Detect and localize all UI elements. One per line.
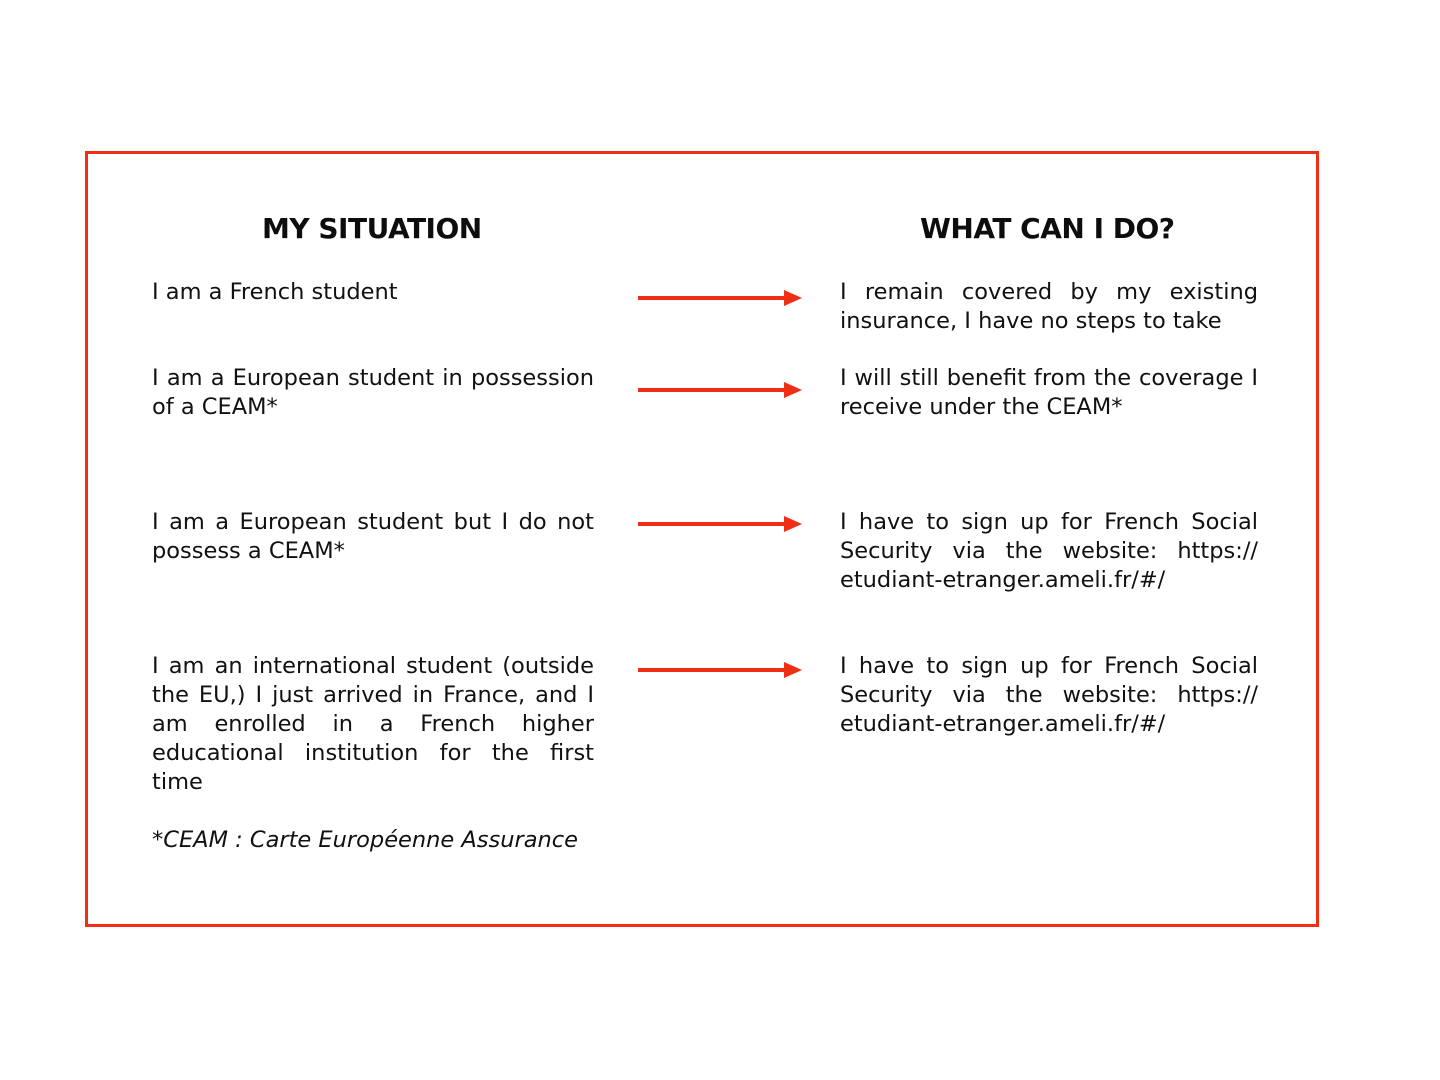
- situation-text-2: I am a European student in possession of a CEAM*: [152, 365, 594, 420]
- arrow-right-icon: [638, 288, 804, 308]
- situation-heading: MY SITUATION: [262, 212, 482, 245]
- arrow-right-icon: [638, 514, 804, 534]
- action-text-2: I will still benefit from the coverage I receive under the CEAM*: [840, 365, 1258, 420]
- action-text-3: I have to sign up for French Social Security via the website: https:// etudiant-etranger.ameli.fr/#/: [840, 509, 1258, 593]
- situation-text-3: I am a European student but I do not possess a CEAM*: [152, 509, 594, 564]
- situation-text-4: I am an international student (outside the EU,) I just arrived in France, and I am enrolled in a French higher educational institution for the first time: [152, 653, 594, 795]
- footnote: *CEAM : Carte Européenne Assurance: [152, 827, 579, 853]
- situation-text-1: I am a French student: [152, 279, 398, 305]
- action-text-1: I remain covered by my existing insurance, I have no steps to take: [840, 279, 1258, 334]
- action-heading: WHAT CAN I DO?: [920, 212, 1175, 245]
- action-text-4: I have to sign up for French Social Security via the website: https:// etudiant-etranger.ameli.fr/#/: [840, 653, 1258, 737]
- arrow-right-icon: [638, 380, 804, 400]
- arrow-right-icon: [638, 660, 804, 680]
